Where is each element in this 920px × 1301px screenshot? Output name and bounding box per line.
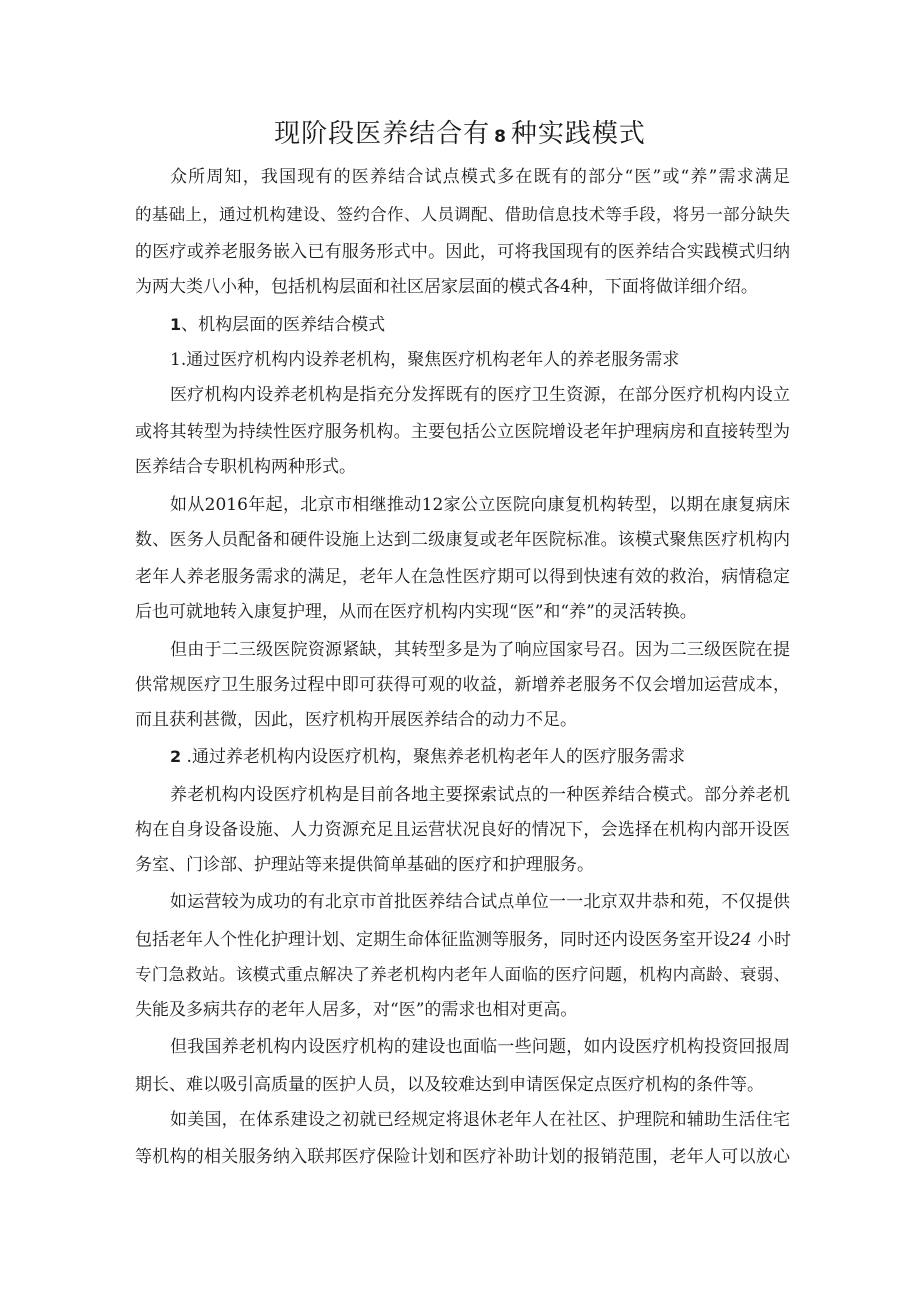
subsection-heading-2-text: .通过养老机构内设医疗机构，聚焦养老机构老年人的医疗服务需求 (181, 747, 685, 767)
title-number: 8 (494, 127, 507, 147)
paragraph-line: 但由于二三级医院资源紧缺，其转型多是为了响应国家号召。因为二三级医院在提 (170, 640, 790, 660)
section-heading-1-text: 、机构层面的医养结合模式 (181, 315, 386, 335)
page-title (0, 116, 920, 155)
subsection-heading-1: 1.通过医疗机构内设养老机构，聚焦医疗机构老年人的养老服务需求 (170, 350, 680, 370)
paragraph-line: 失能及多病共存的老年人居多，对“医”的需求也相对更高。 (135, 1000, 578, 1020)
paragraph-line: 医养结合专职机构两种形式。 (135, 457, 356, 477)
paragraph-line: 老年人养老服务需求的满足，老年人在急性医疗期可以得到快速有效的救治，病情稳定 (135, 567, 790, 587)
paragraph-line: 众所周知，我国现有的医养结合试点模式多在既有的部分“医”或“养”需求满足 (170, 167, 790, 187)
paragraph-line: 如美国，在体系建设之初就已经规定将退休老年人在社区、护理院和辅助生活住宅 (170, 1110, 790, 1130)
title-part-2: 种实践模式 (510, 119, 646, 149)
paragraph-line: 的医疗或养老服务嵌入已有服务形式中。因此，可将我国现有的医养结合实践模式归纳 (135, 242, 790, 262)
paragraph-line: 期长、难以吸引高质量的医护人员，以及较难达到申请医保定点医疗机构的条件等。 (135, 1075, 764, 1095)
paragraph-line: 为两大类八小种，包括机构层面和社区居家层面的模式各4种，下面将做详细介绍。 (135, 277, 758, 297)
hours-number: 24 (730, 930, 752, 950)
section-number-2: 2 (170, 747, 182, 766)
paragraph-line: 等机构的相关服务纳入联邦医疗保险计划和医疗补助计划的报销范围，老年人可以放心 (135, 1147, 790, 1167)
hours-unit: 小时 (751, 930, 792, 950)
paragraph-line: 务室、门诊部、护理站等来提供简单基础的医疗和护理服务。 (135, 855, 594, 875)
paragraph-line: 数、医务人员配备和硬件设施上达到二级康复或老年医院标准。该模式聚焦医疗机构内 (135, 530, 790, 550)
paragraph-line: 如运营较为成功的有北京市首批医养结合试点单位一一北京双井恭和苑，不仅提供 (170, 892, 790, 912)
paragraph-line: 后也可就地转入康复护理，从而在医疗机构内实现“医”和“养”的灵活转换。 (135, 602, 697, 622)
section-number-1: 1 (170, 315, 182, 334)
paragraph-line: 供常规医疗卫生服务过程中即可获得可观的收益，新增养老服务不仅会增加运营成本， (135, 675, 790, 695)
paragraph-line: 构在自身设备设施、人力资源充足且运营状况良好的情况下，会选择在机构内部开设医 (135, 820, 790, 840)
subsection-heading-2 (170, 746, 685, 768)
paragraph-line: 的基础上，通过机构建设、签约合作、人员调配、借助信息技术等手段，将另一部分缺失 (135, 205, 790, 224)
paragraph-line: 但我国养老机构内设医疗机构的建设也面临一些问题，如内设医疗机构投资回报周 (170, 1037, 790, 1057)
paragraph-line: 养老机构内设医疗机构是目前各地主要探索试点的一种医养结合模式。部分养老机 (170, 785, 790, 805)
paragraph-line: 而且获利甚微，因此，医疗机构开展医养结合的动力不足。 (135, 710, 577, 730)
paragraph-line: 专门急救站。该模式重点解决了养老机构内老年人面临的医疗问题，机构内高龄、衰弱、 (135, 965, 790, 984)
paragraph-line-text: 包括老年人个性化护理计划、定期生命体征监测等服务，同时还内设医务室开设 (135, 930, 730, 950)
section-heading-1 (170, 314, 385, 336)
paragraph-line: 或将其转型为持续性医疗服务机构。主要包括公立医院增设老年护理病房和直接转型为 (135, 422, 790, 442)
paragraph-line: 如从2016年起，北京市相继推动12家公立医院向康复机构转型，以期在康复病床 (170, 495, 790, 515)
title-part-1: 现阶段医养结合有 (274, 119, 491, 149)
paragraph-line: 医疗机构内设养老机构是指充分发挥既有的医疗卫生资源，在部分医疗机构内设立 (170, 385, 790, 405)
paragraph-line (135, 929, 790, 951)
